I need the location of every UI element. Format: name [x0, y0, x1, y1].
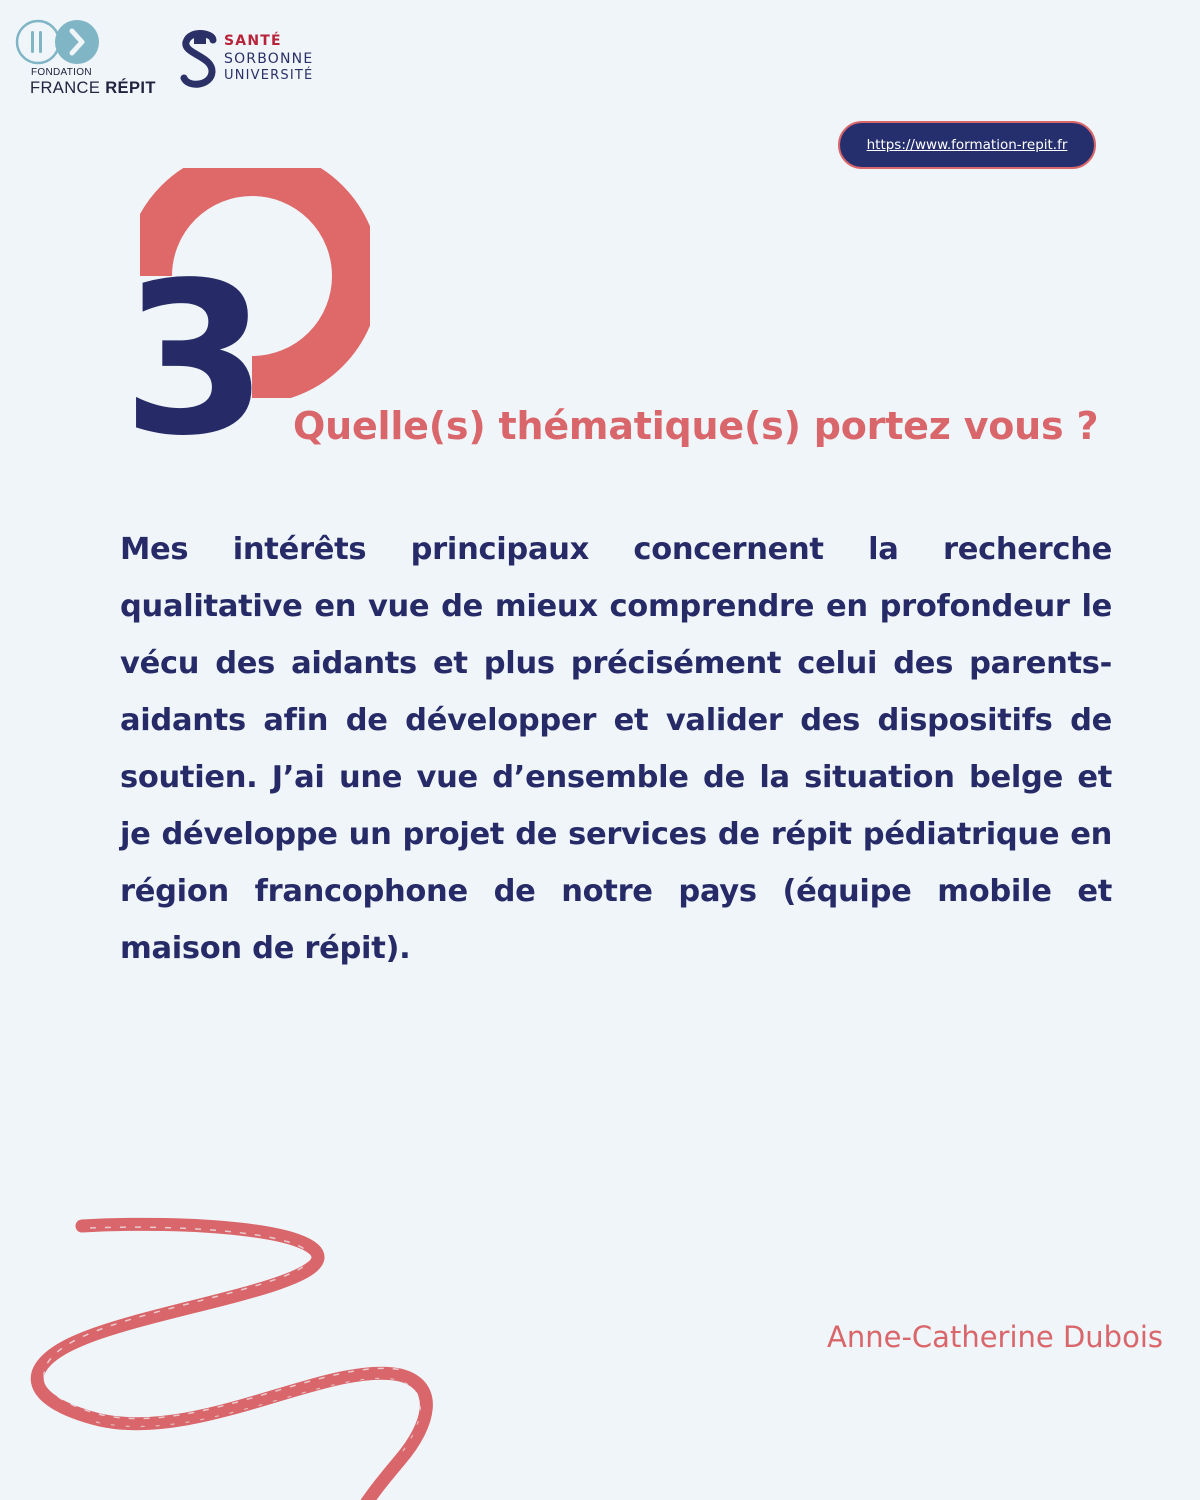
- logo-foundation-label: FONDATION: [31, 67, 92, 78]
- sorbonne-s-emblem-icon: [180, 30, 220, 92]
- pause-play-logo-icon: [14, 18, 104, 68]
- website-link-button[interactable]: https://www.formation-repit.fr: [838, 121, 1096, 169]
- question-heading: Quelle(s) thématique(s) portez vous ?: [293, 404, 1099, 448]
- sorbonne-line-universite: UNIVERSITÉ: [224, 68, 314, 83]
- france-repit-logo: [14, 18, 164, 102]
- sorbonne-line-sorbonne: SORBONNE: [224, 51, 314, 67]
- sorbonne-logo: [180, 30, 340, 92]
- logo-foundation-name: FRANCE RÉPIT: [30, 79, 156, 97]
- sorbonne-line-sante: SANTÉ: [224, 33, 282, 49]
- author-name: Anne-Catherine Dubois: [827, 1320, 1163, 1354]
- answer-paragraph: Mes intérêts principaux concernent la recherche qualitative en vue de mieux comprendre en profondeur le vécu des aidants et plus précisément celui des parents-aidants afin de développer et valider des dispositifs de soutien. J’ai une vue d’ensemble de la situation belge et je développe un projet de services de répit pédiatrique en région francophone de notre pays (équipe mobile et maison de répit).: [120, 532, 1112, 966]
- brush-squiggle-decoration: [0, 1210, 520, 1500]
- question-number: 3: [122, 237, 265, 482]
